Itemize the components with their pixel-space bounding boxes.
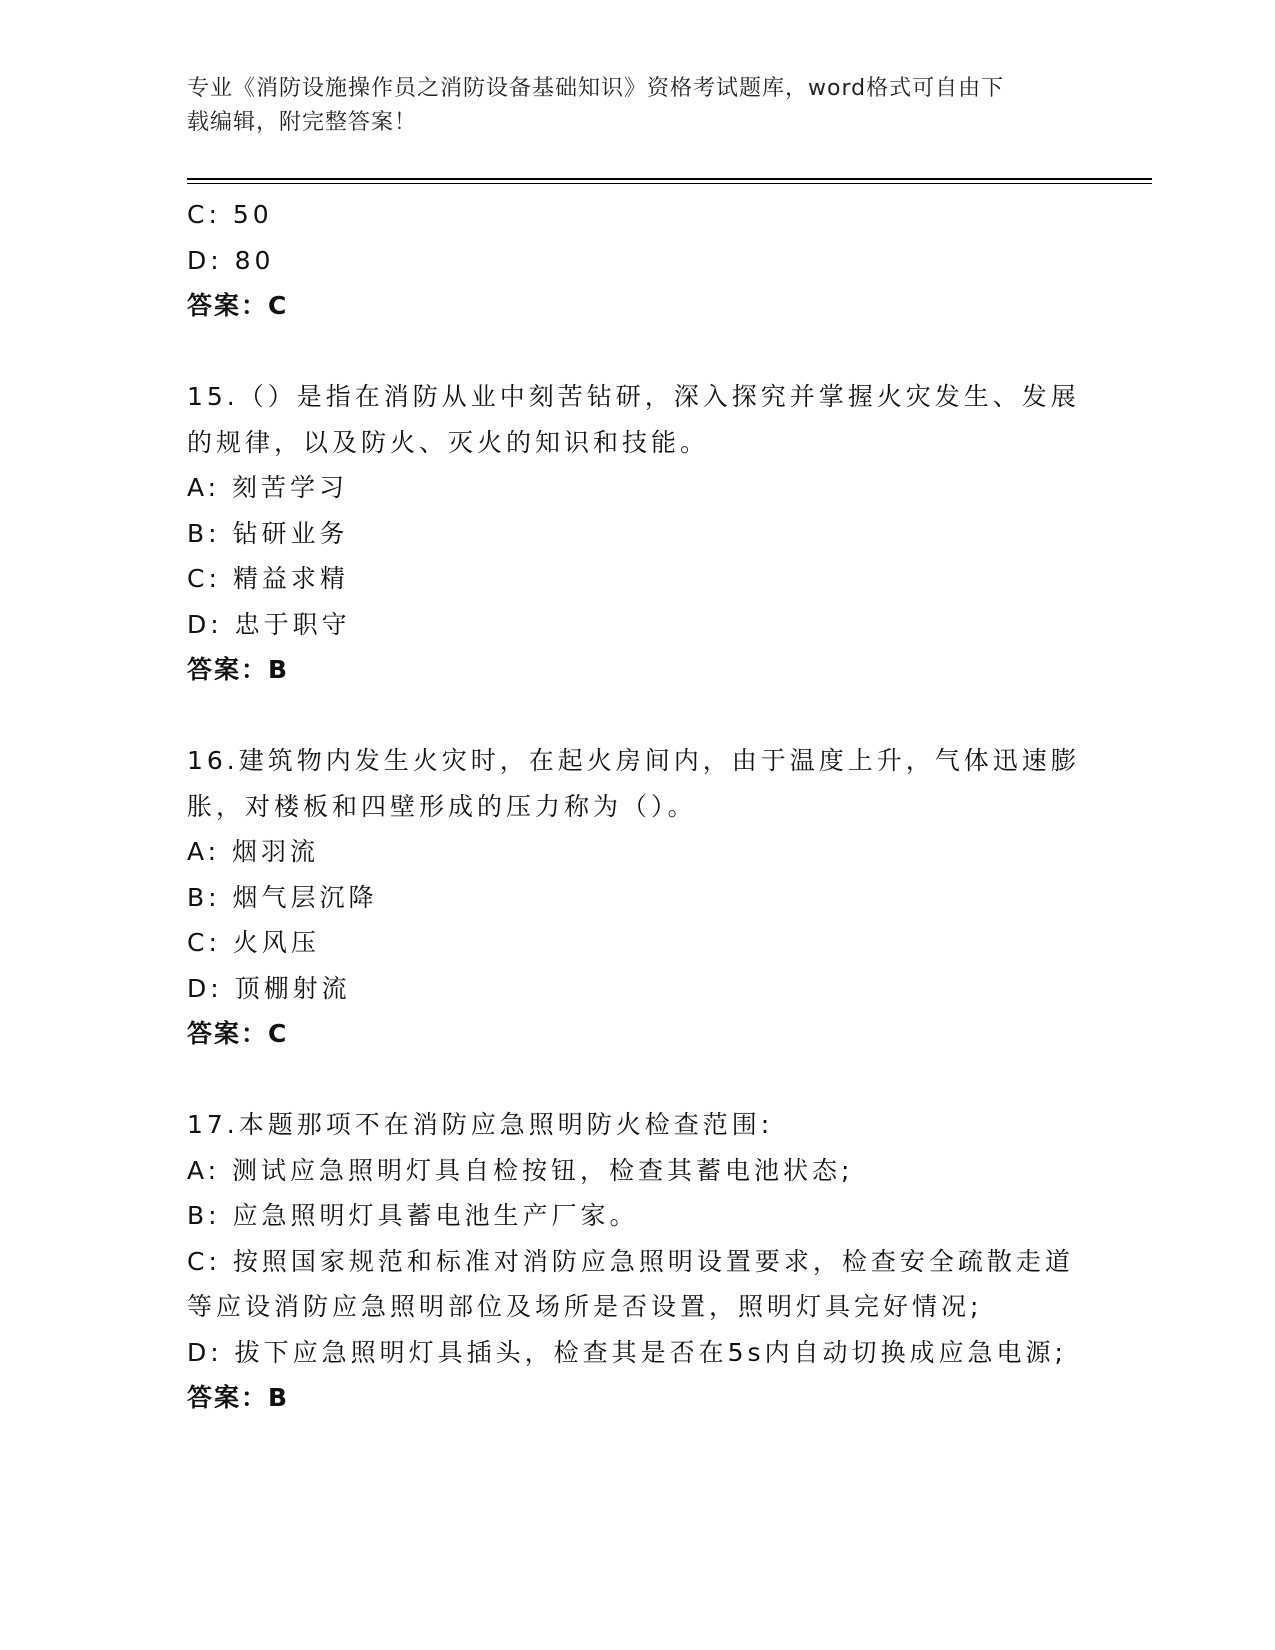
question-16-stem-line-1: 16.建筑物内发生火灾时，在起火房间内，由于温度上升，气体迅速膨 xyxy=(187,746,1080,775)
question-17-option-c-line-2: 等应设消防应急照明部位及场所是否设置，照明灯具完好情况; xyxy=(187,1292,983,1321)
question-17-stem-line-1: 17.本题那项不在消防应急照明防火检查范围: xyxy=(187,1110,774,1139)
question-14-block xyxy=(187,192,1087,329)
question-15-block xyxy=(187,374,1087,693)
header-rule-thin xyxy=(187,183,1152,184)
question-16-answer: 答案：C xyxy=(187,1019,289,1048)
question-16-stem-line-2: 胀，对楼板和四壁形成的压力称为（）。 xyxy=(187,791,697,821)
question-17-answer: 答案：B xyxy=(187,1383,290,1412)
question-14-answer: 答案：C xyxy=(187,291,289,320)
question-17-option-d: D: 拔下应急照明灯具插头，检查其是否在5s内自动切换成应急电源; xyxy=(187,1337,1067,1367)
question-15-answer: 答案：B xyxy=(187,655,290,684)
question-15-option-b: B: 钻研业务 xyxy=(187,518,349,548)
question-16-option-b: B: 烟气层沉降 xyxy=(187,882,378,912)
document-header xyxy=(187,72,1067,140)
question-16-block xyxy=(187,738,1087,1057)
question-17-block xyxy=(187,1102,1087,1421)
question-15-option-c: C: 精益求精 xyxy=(187,564,349,593)
question-14-option-c: C: 50 xyxy=(187,200,273,229)
header-rule-thick xyxy=(187,178,1152,180)
question-17-option-a: A: 测试应急照明灯具自检按钮，检查其蓄电池状态; xyxy=(187,1155,854,1185)
question-16-option-d: D: 顶棚射流 xyxy=(187,973,351,1003)
question-15-option-a: A: 刻苦学习 xyxy=(187,473,349,502)
question-16-option-c: C: 火风压 xyxy=(187,928,320,957)
question-17-option-c-line-1: C: 按照国家规范和标准对消防应急照明设置要求，检查安全疏散走道 xyxy=(187,1246,1074,1276)
header-line-1: 专业《消防设施操作员之消防设备基础知识》资格考试题库，word格式可自由下 xyxy=(187,76,1005,101)
question-16-option-a: A: 烟羽流 xyxy=(187,837,320,866)
spacer xyxy=(187,693,1087,739)
question-14-option-d: D: 80 xyxy=(187,245,275,275)
question-15-stem-line-1: 15.（）是指在消防从业中刻苦钻研，深入探究并掌握火灾发生、发展 xyxy=(187,382,1080,411)
header-line-2: 载编辑，附完整答案！ xyxy=(187,110,418,135)
question-15-stem-line-2: 的规律，以及防火、灭火的知识和技能。 xyxy=(187,427,710,457)
question-17-option-b: B: 应急照明灯具蓄电池生产厂家。 xyxy=(187,1201,639,1230)
question-15-option-d: D: 忠于职守 xyxy=(187,609,351,639)
spacer xyxy=(187,1057,1087,1103)
spacer xyxy=(187,329,1087,375)
question-list xyxy=(187,192,1087,1421)
